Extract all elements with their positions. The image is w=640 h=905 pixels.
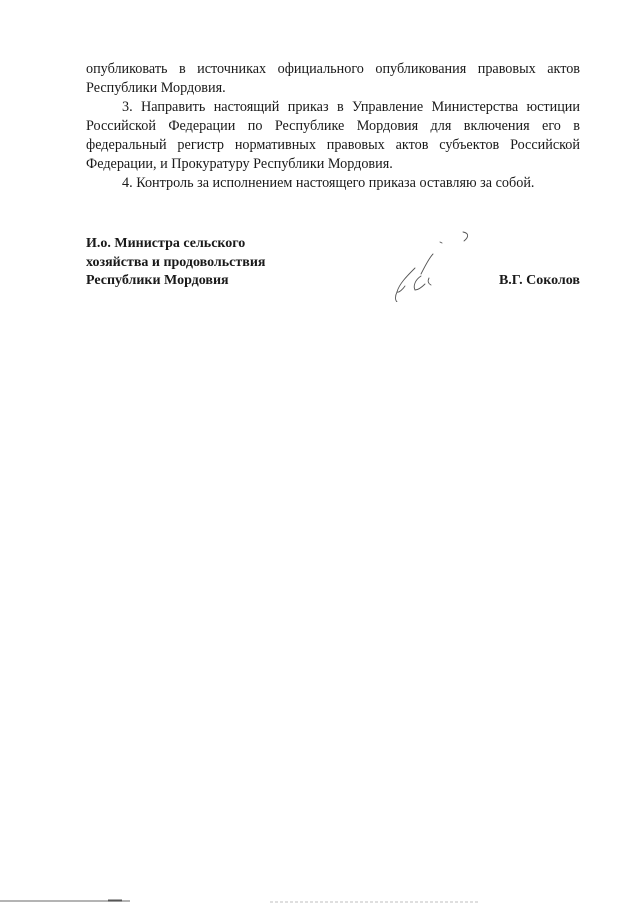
paragraph-continuation: опубликовать в источниках официального опубликования правовых актов Республики Мордовия. bbox=[86, 61, 580, 96]
signer-title bbox=[86, 235, 346, 291]
signer-title-line-2: хозяйства и продовольствия bbox=[86, 254, 266, 270]
signer-name: В.Г. Соколов bbox=[498, 273, 580, 288]
signer-title-line-3: Республики Мордовия bbox=[86, 273, 229, 288]
signer-title-line-1: И.о. Министра сельского bbox=[86, 236, 246, 251]
handwritten-signature bbox=[385, 222, 485, 302]
paragraph-item-3: 3. Направить настоящий приказ в Управление Министерства юстиции Российской Федерации по Республике Мордовия для включения его в федеральный регистр нормативных правовых актов субъектов Российской Федерации, и Прокуратуру Республики Мордовия. bbox=[86, 99, 580, 172]
signature-block bbox=[86, 235, 580, 295]
paragraph-item-4: 4. Контроль за исполнением настоящего приказа оставляю за собой. bbox=[122, 175, 535, 191]
scan-edge-artifact bbox=[0, 897, 640, 905]
document-body bbox=[86, 60, 580, 193]
